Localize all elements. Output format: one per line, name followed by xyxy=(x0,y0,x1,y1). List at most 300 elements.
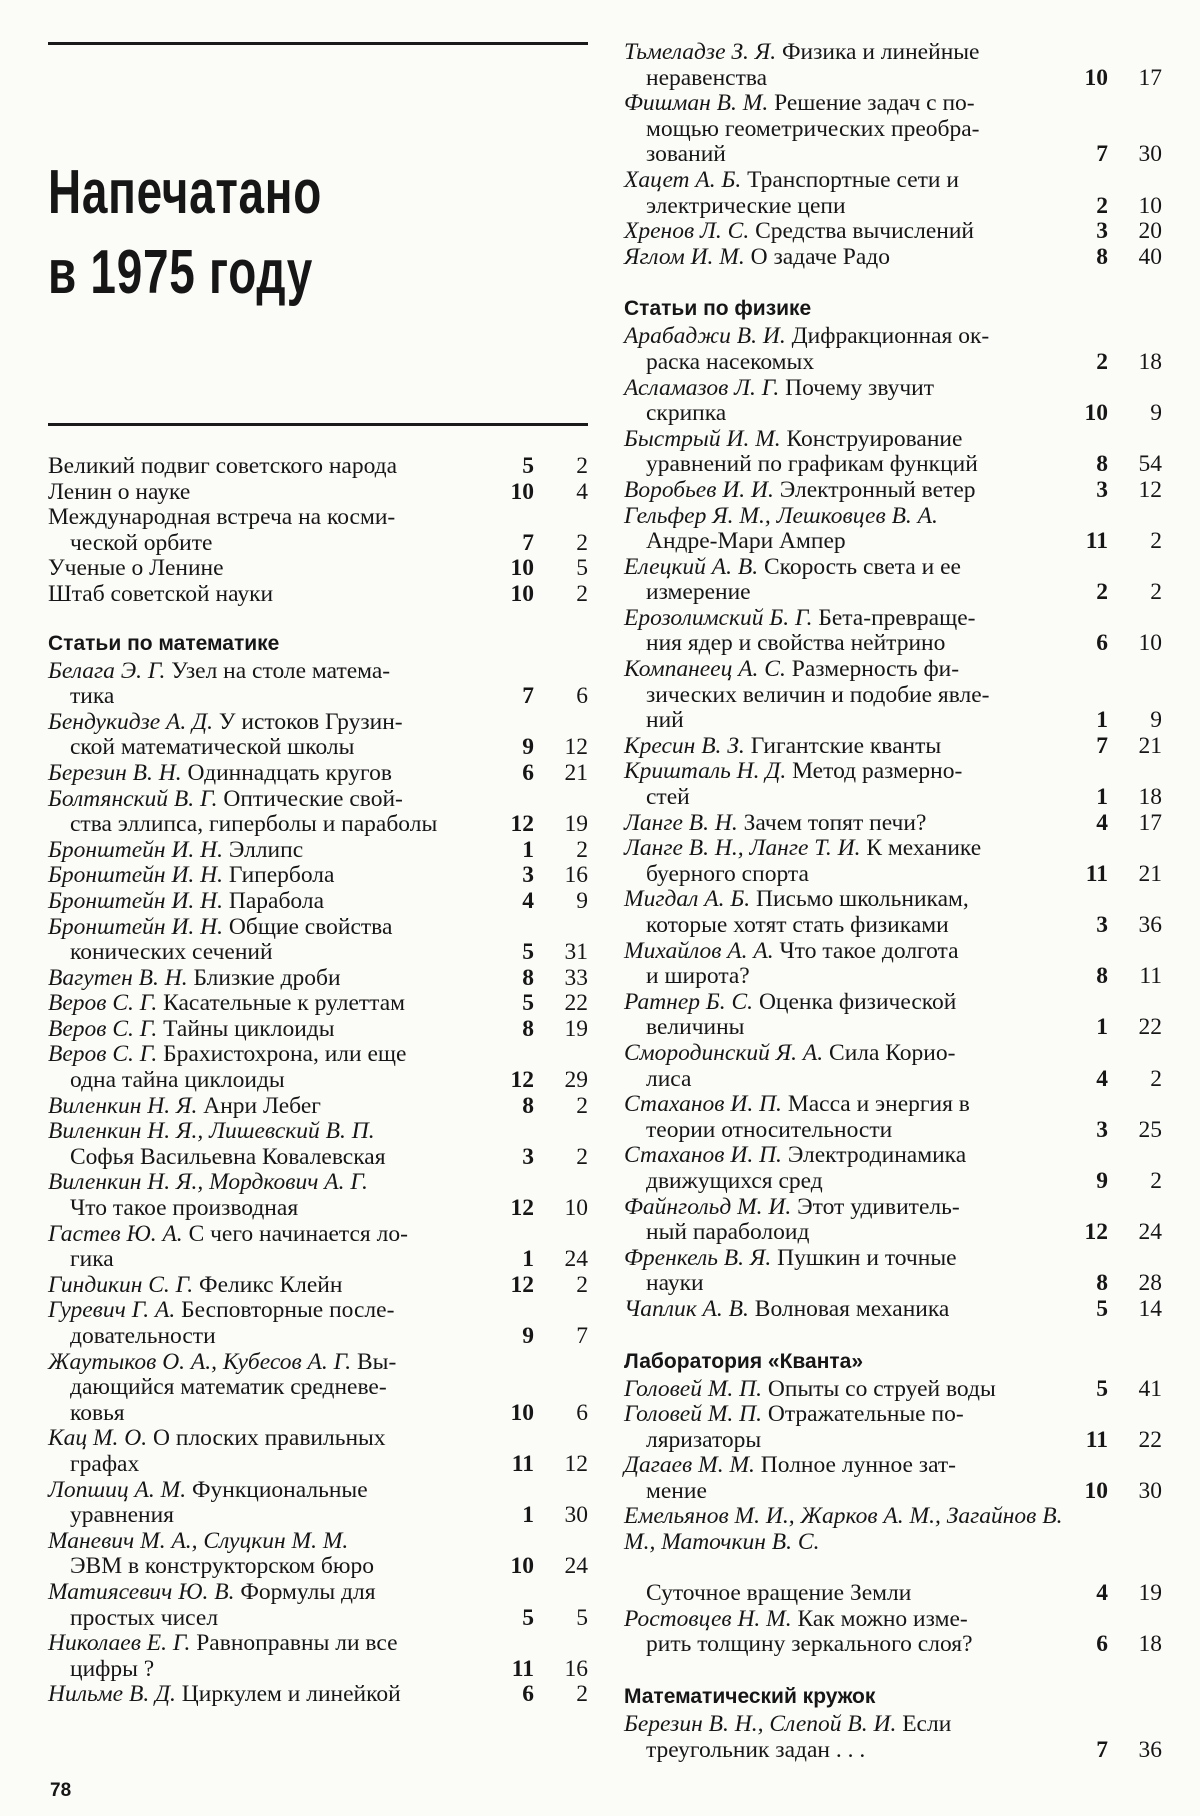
entry-text xyxy=(48,659,494,710)
entry-line xyxy=(624,529,1068,555)
issue-number: 12 xyxy=(510,811,534,838)
page-number-ref: 41 xyxy=(1138,1375,1162,1402)
page-number-ref: 20 xyxy=(1138,218,1162,245)
entry-text xyxy=(624,1092,1068,1143)
entry-line xyxy=(48,991,494,1017)
entry-line xyxy=(624,194,1068,220)
entry-author: Хацет А. Б. xyxy=(624,166,742,193)
issue-number: 1 xyxy=(1096,707,1108,734)
entry-text xyxy=(48,966,494,992)
entry-title: измерение xyxy=(646,579,751,606)
entry-line xyxy=(624,504,1068,530)
entry-text xyxy=(48,480,494,506)
issue-number: 2 xyxy=(1096,579,1108,606)
entry-title: Оптические свой- xyxy=(223,785,403,812)
entry-line xyxy=(624,836,1068,862)
entry-line xyxy=(624,734,1068,760)
issue-number: 2 xyxy=(1096,348,1108,375)
entry-title: цифры ? xyxy=(70,1655,155,1682)
entry-title: Касательные к рулеттам xyxy=(163,990,406,1017)
entry-title: Функциональные xyxy=(191,1476,368,1503)
entry-line xyxy=(624,401,1068,427)
entry-title: Письмо школьникам, xyxy=(755,886,969,913)
entry-line xyxy=(624,452,1068,478)
entry-author: Николаев Е. Г. xyxy=(48,1630,191,1657)
entry-title: Опыты со струей воды xyxy=(767,1375,996,1402)
entry-title: Одиннадцать кругов xyxy=(187,759,392,786)
entry-title: Брахистохрона, или еще xyxy=(163,1041,407,1068)
entry-line xyxy=(48,1170,494,1196)
page-title-line-2: в 1975 году xyxy=(48,238,314,307)
issue-number: 3 xyxy=(1096,218,1108,245)
issue-number: 10 xyxy=(510,1553,534,1580)
entry-line xyxy=(624,1297,1068,1323)
toc-entry xyxy=(48,1529,588,1580)
math-continued xyxy=(624,40,1162,270)
entry-line xyxy=(624,657,1068,683)
title-bottom-rule xyxy=(48,423,588,426)
entry-line xyxy=(624,1143,1068,1169)
entry-title: науки xyxy=(646,1270,704,1297)
entry-title: мение xyxy=(646,1477,707,1504)
entry-author: Веров С. Г. xyxy=(48,1041,158,1068)
entry-author: Чаплик А. В. xyxy=(624,1295,749,1322)
title-block xyxy=(48,45,588,423)
entry-author: Гастев Ю. А. xyxy=(48,1220,183,1247)
toc-entry xyxy=(48,966,588,992)
entry-line xyxy=(48,556,494,582)
page-number-ref: 2 xyxy=(576,453,588,479)
entry-author: Виленкин Н. Я. xyxy=(48,1092,198,1119)
entry-title: тика xyxy=(70,683,115,710)
entry-text xyxy=(48,889,494,915)
issue-number: 10 xyxy=(510,580,534,607)
toc-entry xyxy=(624,324,1162,375)
entry-line xyxy=(624,324,1068,350)
entry-title: У истоков Грузин- xyxy=(218,708,403,735)
entry-title: С чего начинается ло- xyxy=(188,1220,408,1247)
entry-line xyxy=(624,1402,1068,1428)
entry-title: Скорость света и ее xyxy=(763,553,961,580)
toc-entry xyxy=(624,1246,1162,1297)
entry-author: Березин В. Н., Слепой В. И. xyxy=(624,1711,897,1738)
page-number-ref: 6 xyxy=(576,683,588,710)
entry-text xyxy=(624,657,1068,734)
toc-entry xyxy=(48,889,588,915)
entry-author: Бронштейн И. Н. xyxy=(48,862,224,889)
issue-number: 1 xyxy=(522,836,534,863)
issue-number: 1 xyxy=(1096,1014,1108,1041)
entry-title: Штаб советской науки xyxy=(48,580,274,607)
entry-line xyxy=(624,1169,1068,1195)
page-number-ref: 2 xyxy=(1150,579,1162,606)
entry-author: Кришталь Н. Д. xyxy=(624,758,787,785)
entry-text xyxy=(624,887,1068,938)
issue-number: 12 xyxy=(510,1271,534,1298)
entry-line xyxy=(624,142,1068,168)
entry-line xyxy=(624,168,1068,194)
entry-line xyxy=(48,940,494,966)
entry-text xyxy=(48,582,494,608)
entry-line xyxy=(624,1712,1068,1738)
toc-entry xyxy=(48,1119,588,1170)
page-number: 78 xyxy=(50,1780,72,1801)
issue-number: 11 xyxy=(1085,860,1108,887)
entry-text xyxy=(624,376,1068,427)
entry-title: ляризаторы xyxy=(646,1426,762,1453)
entry-text xyxy=(624,324,1068,375)
page-number-ref: 10 xyxy=(1138,192,1162,219)
entry-author: Елецкий А. В. xyxy=(624,553,759,580)
entry-line xyxy=(624,1015,1068,1041)
entry-line xyxy=(48,1222,494,1248)
toc-entry xyxy=(624,606,1162,657)
page-number-ref: 2 xyxy=(576,836,588,863)
page-number-ref: 25 xyxy=(1138,1116,1162,1143)
entry-title: Электродинамика xyxy=(787,1142,967,1169)
page-number-ref: 9 xyxy=(1150,707,1162,734)
entry-line xyxy=(48,480,494,506)
toc-entry xyxy=(48,1298,588,1349)
entry-title: Отражательные по- xyxy=(767,1401,964,1428)
entry-line xyxy=(624,245,1068,271)
issue-number: 11 xyxy=(1085,1426,1108,1453)
entry-author: Асламазов Л. Г. xyxy=(624,374,780,401)
entry-title: О задаче Радо xyxy=(750,243,890,270)
page-number-ref: 9 xyxy=(576,887,588,914)
issue-number: 10 xyxy=(510,478,534,505)
toc-entry xyxy=(48,1478,588,1529)
entry-line xyxy=(624,219,1068,245)
entry-line xyxy=(48,915,494,941)
entry-author: Головей М. П. xyxy=(624,1375,763,1402)
page-number-ref: 14 xyxy=(1138,1295,1162,1322)
toc-entry xyxy=(48,582,588,608)
entry-text xyxy=(48,1350,494,1427)
page-number-ref: 19 xyxy=(564,811,588,838)
entry-author: Тьмеладзе З. Я. xyxy=(624,39,777,65)
entry-line xyxy=(624,1118,1068,1144)
entry-line xyxy=(624,1453,1068,1479)
entry-line xyxy=(624,1607,1068,1633)
toc-entry xyxy=(624,1195,1162,1246)
entry-line xyxy=(48,863,494,889)
page-number-ref: 2 xyxy=(576,1143,588,1170)
entry-title: Циркулем и линейкой xyxy=(181,1681,401,1708)
entry-line xyxy=(624,66,1068,92)
entry-title: Полное лунное зат- xyxy=(760,1452,957,1479)
entry-title: Что такое долгота xyxy=(779,937,959,964)
entry-title: Андре-Мари Ампер xyxy=(646,528,846,555)
section-heading: Математический кружок xyxy=(624,1685,876,1709)
entry-line xyxy=(48,1324,494,1350)
entry-author: Бронштейн И. Н. xyxy=(48,887,224,914)
page-number-ref: 6 xyxy=(576,1399,588,1426)
page-number-ref: 36 xyxy=(1138,912,1162,938)
entry-line xyxy=(624,1067,1068,1093)
entry-title: теории относительности xyxy=(646,1116,893,1143)
entry-title: раска насекомых xyxy=(646,348,815,375)
entry-text xyxy=(624,990,1068,1041)
entry-title: Зачем топят печи? xyxy=(743,809,927,836)
entry-title: Ленин о науке xyxy=(48,478,191,505)
entry-text xyxy=(48,1580,494,1631)
issue-number: 3 xyxy=(522,862,534,889)
page-number-ref: 54 xyxy=(1138,451,1162,478)
entry-text xyxy=(48,787,494,838)
entry-title: электрические цепи xyxy=(646,192,846,219)
issue-number: 11 xyxy=(1085,528,1108,555)
entry-title: графах xyxy=(70,1450,140,1477)
entry-title: Этот удивитель- xyxy=(797,1193,960,1220)
issue-number: 10 xyxy=(1084,1477,1108,1504)
toc-entry xyxy=(624,1143,1162,1194)
entry-text xyxy=(48,505,494,556)
entry-author: Ростовцев Н. М. xyxy=(624,1605,792,1632)
entry-text xyxy=(624,427,1068,478)
page-number-ref: 7 xyxy=(576,1323,588,1349)
entry-title: Конструирование xyxy=(786,425,963,452)
toc-entry xyxy=(48,1017,588,1043)
entry-text xyxy=(48,556,494,582)
entry-author: Ратнер Б. С. xyxy=(624,988,754,1015)
entry-title: величины xyxy=(646,1014,745,1041)
issue-number: 9 xyxy=(522,1323,534,1349)
entry-title: Сила Кориo- xyxy=(829,1039,956,1066)
toc-entry xyxy=(48,710,588,761)
entry-title: ческой орбите xyxy=(70,529,213,556)
issue-number: 4 xyxy=(522,887,534,914)
toc-entry xyxy=(48,659,588,710)
entry-line xyxy=(48,1196,494,1222)
left-column xyxy=(48,42,588,1708)
page-number-ref: 18 xyxy=(1138,784,1162,811)
physics-section xyxy=(624,296,1162,1322)
entry-text xyxy=(624,1607,1068,1658)
entry-title: рить толщину зеркального слоя? xyxy=(646,1631,973,1658)
page-number-ref: 16 xyxy=(564,862,588,889)
page-number-ref: 33 xyxy=(564,964,588,991)
entry-text xyxy=(48,1094,494,1120)
page-number-ref: 12 xyxy=(564,734,588,761)
entry-line xyxy=(624,1504,1068,1555)
entry-author: Смородинский Я. А. xyxy=(624,1039,824,1066)
issue-number: 4 xyxy=(1096,1580,1108,1607)
entry-line xyxy=(48,838,494,864)
entry-title: движущихся сред xyxy=(646,1167,823,1194)
entry-text xyxy=(624,1402,1068,1453)
entry-title: Метод размерно- xyxy=(792,758,963,785)
toc-entry xyxy=(48,454,588,480)
entry-text xyxy=(48,1273,494,1299)
entry-text xyxy=(48,1631,494,1682)
entry-text xyxy=(624,40,1068,91)
page-number-ref: 36 xyxy=(1138,1736,1162,1763)
entry-title: уравнения xyxy=(70,1502,174,1529)
toc-entry xyxy=(624,478,1162,504)
entry-author: Быстрый И. М. xyxy=(624,425,781,452)
entry-title: конических сечений xyxy=(70,939,273,966)
entry-line xyxy=(624,1220,1068,1246)
toc-entry xyxy=(624,1504,1162,1606)
general-entries xyxy=(48,454,588,608)
entry-line xyxy=(48,1682,494,1708)
entry-line xyxy=(624,811,1068,837)
toc-entry xyxy=(48,1682,588,1708)
entry-line xyxy=(624,1556,1068,1582)
page-number-ref: 21 xyxy=(1138,860,1162,887)
issue-number: 8 xyxy=(522,1092,534,1119)
entry-author: Мигдал А. Б. xyxy=(624,886,751,913)
entry-title: зических величин и подобие явле- xyxy=(646,681,990,708)
page-number-ref: 17 xyxy=(1138,64,1162,91)
toc-entry xyxy=(48,787,588,838)
issue-number: 5 xyxy=(522,1604,534,1631)
toc-entry xyxy=(48,556,588,582)
entry-title: Бета-превраще- xyxy=(818,604,976,631)
entry-title: Международная встреча на косми- xyxy=(48,504,396,531)
entry-title: Решение задач с по- xyxy=(774,90,975,117)
issue-number: 12 xyxy=(510,1067,534,1094)
toc-entry xyxy=(624,245,1162,271)
entry-title: уравнений по графикам функций xyxy=(646,451,978,478)
entry-author: Вагутен В. Н. xyxy=(48,964,188,991)
entry-title: Средства вычислений xyxy=(755,218,974,245)
entry-text xyxy=(624,478,1068,504)
issue-number: 9 xyxy=(522,734,534,761)
entry-text xyxy=(624,504,1068,555)
entry-title: Тайны циклоиды xyxy=(163,1015,335,1042)
entry-title: ства эллипса, гиперболы и параболы xyxy=(70,811,438,838)
entry-line xyxy=(624,1632,1068,1658)
entry-text xyxy=(48,761,494,787)
entry-line xyxy=(624,1041,1068,1067)
entry-author: Гиндикин С. Г. xyxy=(48,1271,194,1298)
entry-title: К механике xyxy=(866,835,982,862)
page-number-ref: 22 xyxy=(1138,1426,1162,1453)
toc-entry xyxy=(48,505,588,556)
entry-author: Ланге В. Н., Ланге Т. И. xyxy=(624,835,861,862)
entry-line xyxy=(48,531,494,557)
entry-text xyxy=(48,1042,494,1093)
issue-number: 5 xyxy=(1096,1375,1108,1402)
entry-text xyxy=(48,1119,494,1170)
entry-author: Стаханов И. П. xyxy=(624,1091,782,1118)
entry-line xyxy=(48,1452,494,1478)
issue-number: 12 xyxy=(510,1195,534,1222)
entry-line xyxy=(624,887,1068,913)
issue-number: 5 xyxy=(522,990,534,1017)
page-number-ref: 30 xyxy=(564,1502,588,1529)
issue-number: 8 xyxy=(1096,451,1108,478)
entry-text xyxy=(48,454,494,480)
entry-text xyxy=(624,168,1068,219)
entry-title: довательности xyxy=(70,1323,216,1349)
entry-title: Пушкин и точные xyxy=(777,1244,957,1271)
circle-section xyxy=(624,1684,1162,1763)
page-number-ref: 40 xyxy=(1138,243,1162,270)
entry-title: Великий подвиг советского народа xyxy=(48,453,398,479)
entry-line xyxy=(48,1554,494,1580)
entry-author: Френкель В. Я. xyxy=(624,1244,772,1271)
entry-line xyxy=(48,787,494,813)
entry-title: неравенства xyxy=(646,64,768,91)
page-number-ref: 9 xyxy=(1150,400,1162,427)
issue-number: 10 xyxy=(1084,400,1108,427)
entry-line xyxy=(48,1375,494,1401)
page-number-ref: 30 xyxy=(1138,141,1162,168)
toc-entry xyxy=(48,915,588,966)
entry-title: стей xyxy=(646,784,690,811)
page-number-ref: 2 xyxy=(576,580,588,607)
page-title-line-1: Напечатано xyxy=(48,158,323,227)
entry-title: Парабола xyxy=(228,887,325,914)
toc-entry xyxy=(624,759,1162,810)
entry-line xyxy=(624,759,1068,785)
entry-title: Как можно изме- xyxy=(797,1605,968,1632)
entry-line xyxy=(48,1017,494,1043)
entry-line xyxy=(624,862,1068,888)
entry-line xyxy=(48,1657,494,1683)
issue-number: 10 xyxy=(510,555,534,582)
entry-author: Михайлов А. А. xyxy=(624,937,774,964)
entry-line xyxy=(624,913,1068,939)
issue-number: 4 xyxy=(1096,1065,1108,1092)
page-number-ref: 22 xyxy=(1138,1014,1162,1041)
entry-title: Почему звучит xyxy=(785,374,935,401)
issue-number: 7 xyxy=(1096,1736,1108,1763)
entry-text xyxy=(624,606,1068,657)
page-title xyxy=(48,153,448,313)
entry-title: ской математической школы xyxy=(70,734,355,761)
entry-line xyxy=(48,505,494,531)
toc-entry xyxy=(624,40,1162,91)
page-number-ref: 2 xyxy=(1150,528,1162,555)
entry-author: Воробьев И. И. xyxy=(624,476,774,503)
entry-line xyxy=(48,735,494,761)
entry-author: Виленкин Н. Я., Лишевский В. П. xyxy=(48,1118,375,1145)
entry-author: Лопшиц А. М. xyxy=(48,1476,187,1503)
entry-author: Жаутыков О. А., Кубесов А. Г. xyxy=(48,1348,352,1375)
entry-line xyxy=(624,1092,1068,1118)
toc-entry xyxy=(624,91,1162,168)
section-heading: Статьи по физике xyxy=(624,297,812,321)
page-number-ref: 18 xyxy=(1138,1631,1162,1658)
issue-number: 1 xyxy=(1096,784,1108,811)
entry-title: Размерность фи- xyxy=(791,656,960,683)
entry-text xyxy=(624,1297,1068,1323)
issue-number: 3 xyxy=(1096,912,1108,938)
page-number-ref: 5 xyxy=(576,555,588,582)
entry-title: Бесповторные после- xyxy=(181,1297,395,1324)
entry-line xyxy=(624,40,1068,66)
section-heading: Лаборатория «Кванта» xyxy=(624,1349,864,1373)
entry-text xyxy=(624,1195,1068,1246)
entry-line xyxy=(48,966,494,992)
entry-line xyxy=(48,1119,494,1145)
entry-title: Равноправны ли все xyxy=(196,1630,398,1657)
entry-line xyxy=(624,1377,1068,1403)
toc-entry xyxy=(624,734,1162,760)
entry-title: Формулы для xyxy=(240,1578,376,1605)
entry-text xyxy=(624,1377,1068,1403)
toc-entry xyxy=(624,939,1162,990)
entry-line xyxy=(624,1479,1068,1505)
entry-line xyxy=(624,1428,1068,1454)
entry-author: Веров С. Г. xyxy=(48,1015,158,1042)
entry-text xyxy=(48,863,494,889)
toc-entry xyxy=(624,1453,1162,1504)
